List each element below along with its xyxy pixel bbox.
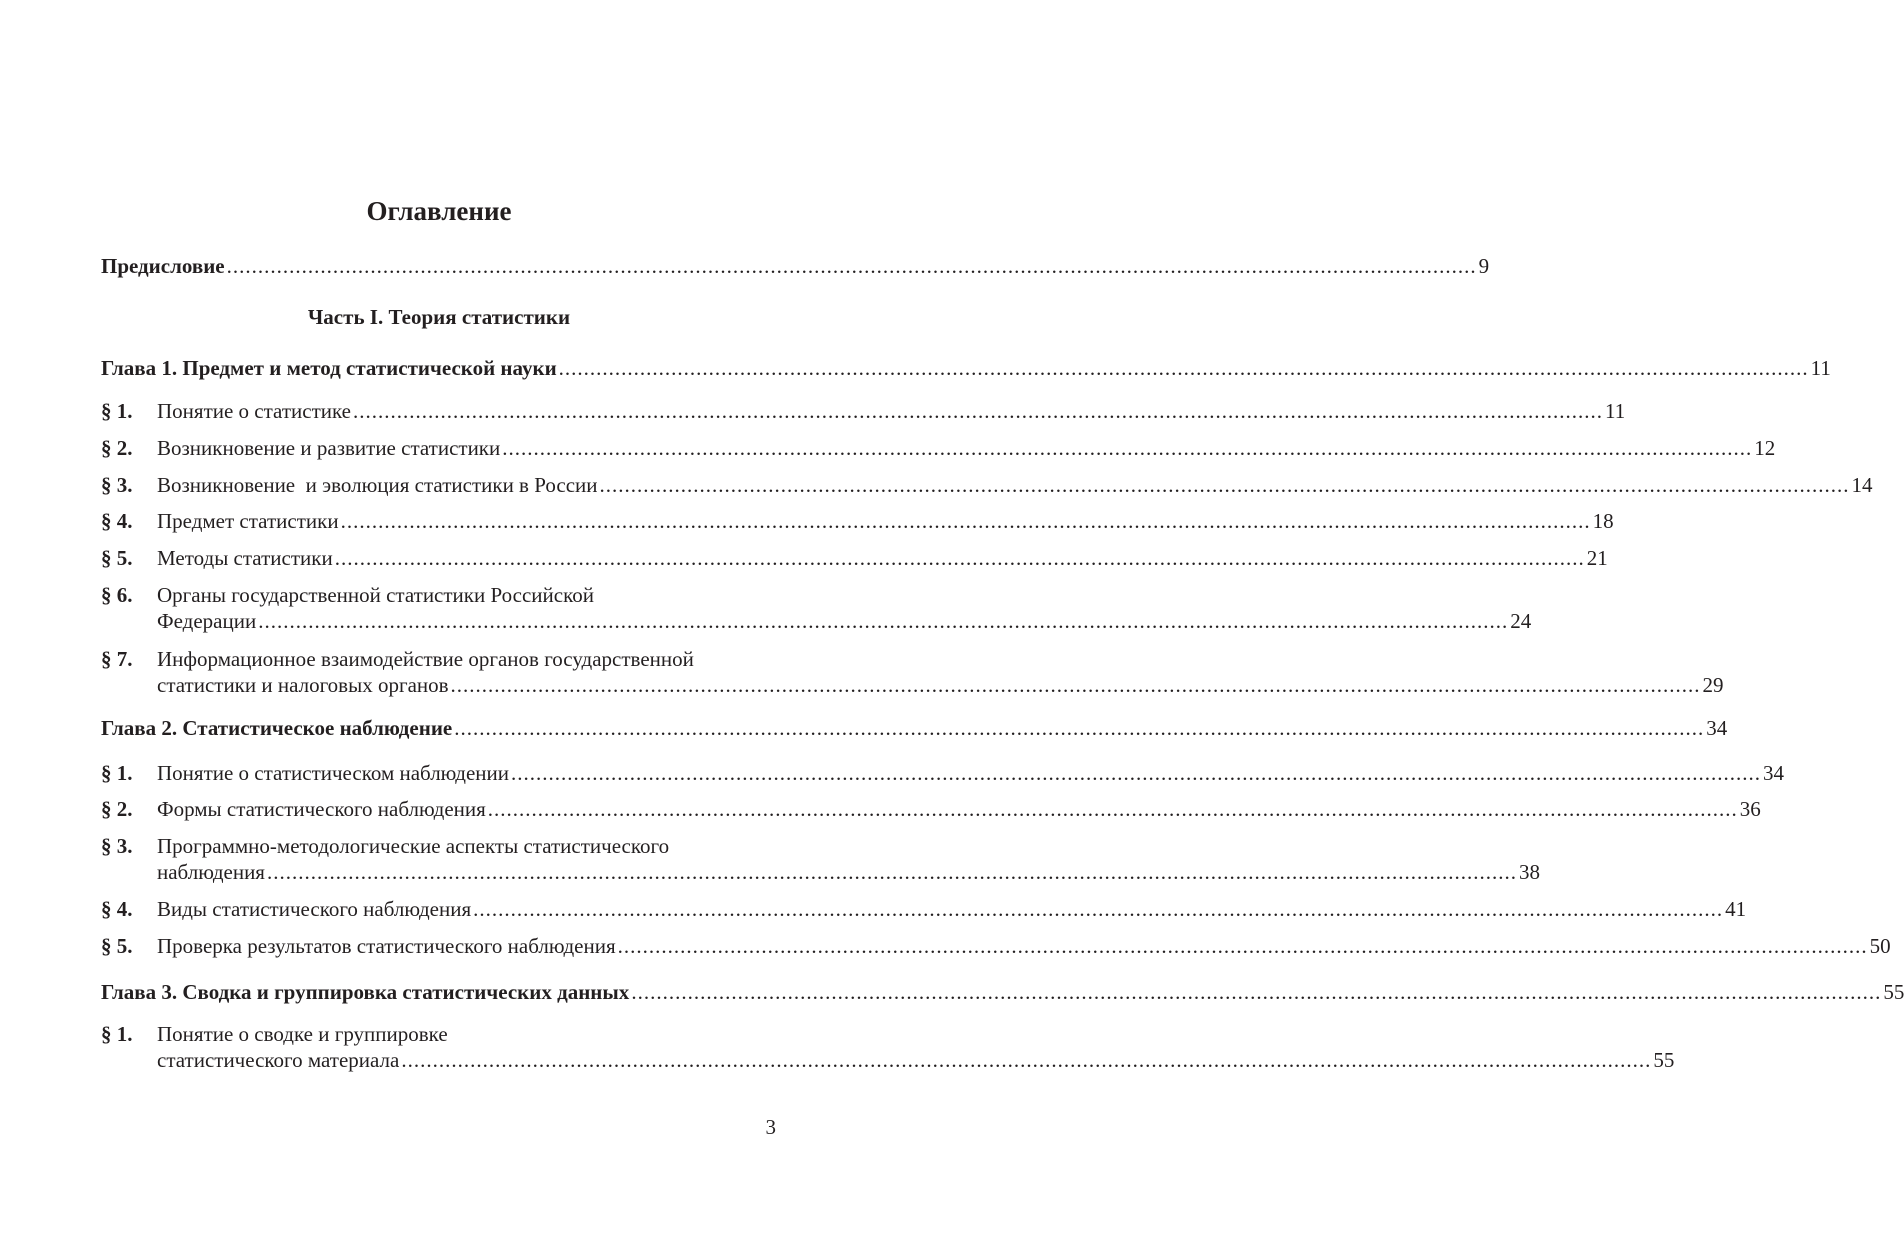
dot-leader: ........................................................................................................................................................................................................ — [258, 609, 1509, 633]
section-page: 14 — [1851, 473, 1873, 497]
section-number: § 5. — [101, 546, 133, 570]
section-label-continued: наблюдения — [157, 860, 265, 884]
section-page: 34 — [1763, 761, 1785, 785]
section-page: 38 — [1518, 860, 1540, 884]
section-page: 11 — [1604, 399, 1626, 423]
section-page: 24 — [1510, 609, 1532, 633]
dot-leader: ........................................................................................................................................................................................................ — [226, 254, 1477, 278]
toc-section[interactable] — [101, 582, 1532, 634]
dot-leader: ........................................................................................................................................................................................................ — [454, 716, 1705, 740]
section-number: § 4. — [101, 509, 133, 533]
section-number: § 5. — [101, 934, 133, 958]
chapter-label: Глава 1. Предмет и метод статистической науки — [101, 356, 557, 380]
dot-leader: ........................................................................................................................................................................................................ — [352, 399, 1603, 423]
toc-section[interactable] — [101, 435, 1776, 461]
section-number: § 2. — [101, 436, 133, 460]
toc-section[interactable] — [101, 545, 1608, 571]
section-number: § 1. — [101, 399, 133, 423]
section-label: Формы статистического наблюдения — [157, 797, 486, 821]
dot-leader: ........................................................................................................................................................................................................ — [487, 797, 1738, 821]
section-label: Возникновение и эволюция статистики в России — [157, 473, 598, 497]
chapter-page: 55 — [1883, 980, 1904, 1004]
toc-section[interactable] — [101, 472, 1873, 498]
section-page: 12 — [1754, 436, 1776, 460]
dot-leader: ........................................................................................................................................................................................................ — [617, 934, 1868, 958]
section-label-continued: Федерации — [157, 609, 257, 633]
part-heading: Часть I. Теория статистики — [307, 305, 571, 329]
toc-section[interactable] — [101, 1021, 1675, 1073]
section-label: Понятие о статистическом наблюдении — [157, 761, 510, 785]
dot-leader: ........................................................................................................................................................................................................ — [511, 761, 1762, 785]
section-label-continued: статистического материала — [157, 1048, 400, 1072]
toc-section[interactable] — [101, 508, 1614, 534]
section-label: Методы статистики — [157, 546, 333, 570]
entry-label: Предисловие — [101, 254, 225, 278]
toc-chapter-1[interactable] — [101, 355, 1831, 381]
section-label: Информационное взаимодействие органов государственной — [157, 647, 694, 671]
toc-section[interactable] — [101, 398, 1626, 424]
toc-section[interactable] — [101, 933, 1891, 959]
section-label: Органы государственной статистики Российской — [157, 583, 594, 607]
toc-chapter-2[interactable] — [101, 715, 1728, 741]
section-number: § 1. — [101, 761, 133, 785]
section-page: 21 — [1586, 546, 1608, 570]
toc-entry-preface[interactable] — [101, 253, 1490, 279]
dot-leader: ........................................................................................................................................................................................................ — [631, 980, 1882, 1004]
toc-section[interactable] — [101, 833, 1540, 885]
section-page: 41 — [1725, 897, 1747, 921]
toc-section[interactable] — [101, 646, 1724, 698]
section-number: § 4. — [101, 897, 133, 921]
section-label: Виды статистического наблюдения — [157, 897, 472, 921]
section-label: Предмет статистики — [157, 509, 339, 533]
chapter-page: 34 — [1706, 716, 1728, 740]
section-number: § 7. — [101, 647, 133, 671]
section-page: 18 — [1592, 509, 1614, 533]
page-title: Оглавление — [366, 196, 512, 226]
section-number: § 2. — [101, 797, 133, 821]
section-number: § 3. — [101, 473, 133, 497]
section-label-continued: статистики и налоговых органов — [157, 673, 449, 697]
toc-section[interactable] — [101, 760, 1785, 786]
section-number: § 6. — [101, 583, 133, 607]
dot-leader: ........................................................................................................................................................................................................ — [558, 356, 1809, 380]
section-label: Программно-методологические аспекты статистического — [157, 834, 670, 858]
section-page: 50 — [1869, 934, 1891, 958]
toc-section[interactable] — [101, 896, 1747, 922]
dot-leader: ........................................................................................................................................................................................................ — [599, 473, 1850, 497]
dot-leader: ........................................................................................................................................................................................................ — [450, 673, 1701, 697]
section-page: 29 — [1702, 673, 1724, 697]
section-label: Проверка результатов статистического наблюдения — [157, 934, 616, 958]
section-page: 55 — [1653, 1048, 1675, 1072]
toc-section[interactable] — [101, 796, 1761, 822]
chapter-label: Глава 3. Сводка и группировка статистических данных — [101, 980, 630, 1004]
section-label: Возникновение и развитие статистики — [157, 436, 501, 460]
dot-leader: ........................................................................................................................................................................................................ — [473, 897, 1724, 921]
dot-leader: ........................................................................................................................................................................................................ — [340, 509, 1591, 533]
dot-leader: ........................................................................................................................................................................................................ — [266, 860, 1517, 884]
section-label: Понятие о статистике — [157, 399, 351, 423]
section-number: § 1. — [101, 1022, 133, 1046]
page-number: 3 — [765, 1115, 776, 1139]
toc-chapter-3[interactable] — [101, 979, 1904, 1005]
dot-leader: ........................................................................................................................................................................................................ — [401, 1048, 1652, 1072]
chapter-label: Глава 2. Статистическое наблюдение — [101, 716, 453, 740]
section-label: Понятие о сводке и группировке — [157, 1022, 448, 1046]
entry-page: 9 — [1478, 254, 1490, 278]
dot-leader: ........................................................................................................................................................................................................ — [334, 546, 1585, 570]
section-page: 36 — [1739, 797, 1761, 821]
dot-leader: ........................................................................................................................................................................................................ — [502, 436, 1753, 460]
section-number: § 3. — [101, 834, 133, 858]
chapter-page: 11 — [1810, 356, 1831, 380]
